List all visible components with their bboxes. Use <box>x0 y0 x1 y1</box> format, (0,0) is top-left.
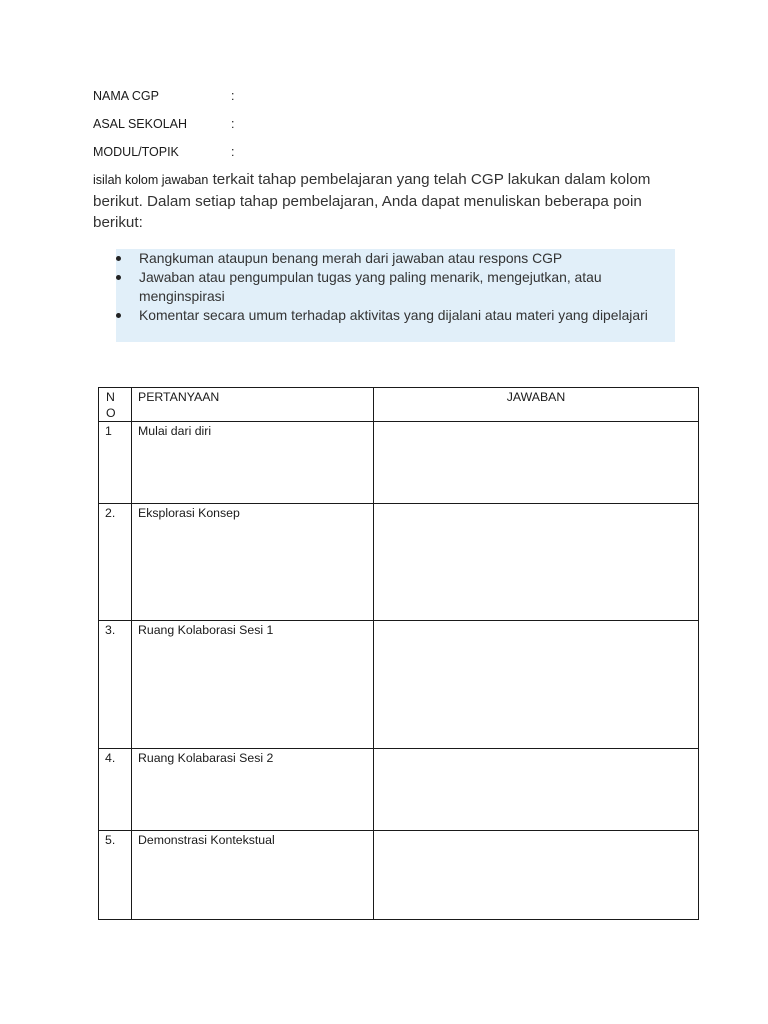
field-label: ASAL SEKOLAH <box>93 117 188 131</box>
row-answer-cell[interactable] <box>374 422 699 504</box>
row-question: Ruang Kolaborasi Sesi 1 <box>132 621 374 749</box>
header-question: PERTANYAAN <box>132 388 374 422</box>
field-label: NAMA CGP <box>93 89 159 103</box>
bullet-icon <box>116 313 121 318</box>
row-question: Ruang Kolabarasi Sesi 2 <box>132 749 374 831</box>
bullet-list <box>116 249 675 325</box>
table-row <box>99 422 699 504</box>
bullet-text: Jawaban atau pengumpulan tugas yang paling menarik, mengejutkan, atau menginspirasi <box>139 269 602 304</box>
field-colon: : <box>231 89 235 103</box>
intro-lead: isilah kolom jawaban <box>93 173 209 187</box>
field-colon: : <box>231 117 235 131</box>
bullet-item <box>116 268 675 306</box>
row-number: 4. <box>99 749 132 831</box>
row-answer-cell[interactable] <box>374 749 699 831</box>
bullet-item <box>116 249 675 268</box>
row-number: 1 <box>99 422 132 504</box>
intro-text: terkait tahap pembelajaran yang telah CGP lakukan dalam kolom berikut. Dalam setiap tahap pembelajaran, Anda dapat menuliskan beberapa poin berikut: <box>93 171 651 231</box>
reflection-table <box>98 387 699 920</box>
field-colon: : <box>231 145 235 159</box>
table-row <box>99 831 699 920</box>
row-question: Eksplorasi Konsep <box>132 504 374 621</box>
row-question: Mulai dari diri <box>132 422 374 504</box>
bullet-box <box>116 249 675 342</box>
field-label: MODUL/TOPIK <box>93 145 179 159</box>
bullet-text: Komentar secara umum terhadap aktivitas yang dijalani atau materi yang dipelajari <box>139 307 648 323</box>
intro-paragraph <box>93 169 683 233</box>
bullet-text: Rangkuman ataupun benang merah dari jawaban atau respons CGP <box>139 250 563 266</box>
header-answer: JAWABAN <box>374 388 699 422</box>
row-number: 5. <box>99 831 132 920</box>
row-answer-cell[interactable] <box>374 504 699 621</box>
row-answer-cell[interactable] <box>374 831 699 920</box>
bullet-icon <box>116 256 121 261</box>
table-header-row <box>99 388 699 422</box>
bullet-icon <box>116 275 121 280</box>
header-no: NO <box>99 388 132 422</box>
table-row <box>99 621 699 749</box>
row-question: Demonstrasi Kontekstual <box>132 831 374 920</box>
table-row <box>99 749 699 831</box>
bullet-item <box>116 306 675 325</box>
row-answer-cell[interactable] <box>374 621 699 749</box>
row-number: 3. <box>99 621 132 749</box>
row-number: 2. <box>99 504 132 621</box>
table-row <box>99 504 699 621</box>
